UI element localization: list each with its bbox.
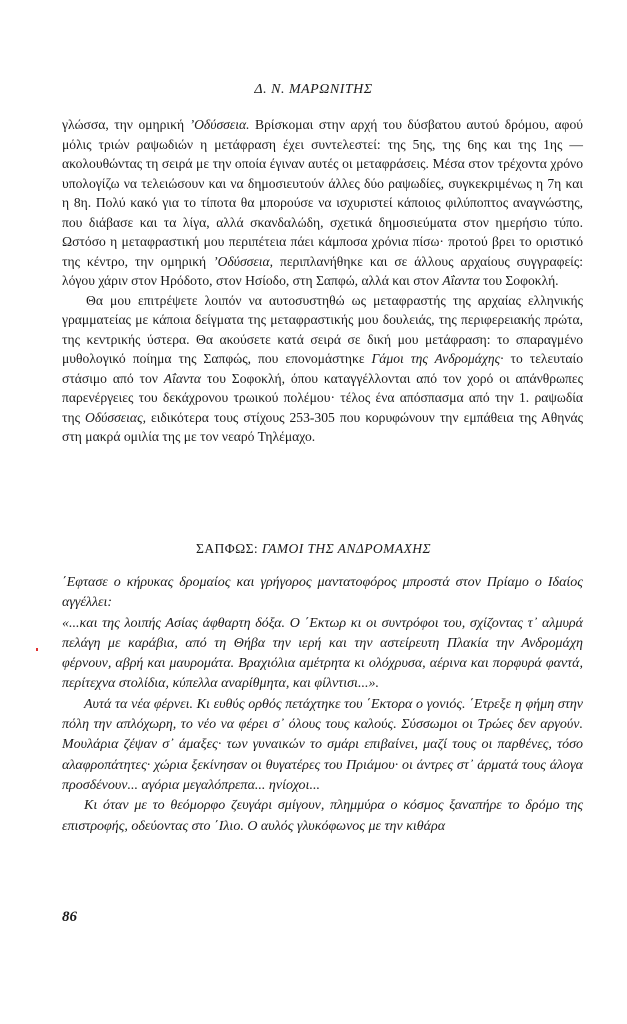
paragraph-2	[62, 291, 583, 447]
text-run: του Σοφοκλή.	[479, 273, 559, 288]
poem-stanza-1: ΄Εφτασε ο κήρυκας δρομαίος και γρήγορος μαντατοφόρος μπροστά στον Πρίαμο ο Ιδαίος αγγέλλει:	[62, 575, 583, 611]
italic-title: Γάμοι της Ανδρομάχης·	[371, 351, 504, 366]
italic-title: ’Οδύσσεια.	[189, 117, 250, 132]
poem-stanza-3: Αυτά τα νέα φέρνει. Κι ευθύς ορθός πετάχτηκε του ΄Εκτορα ο γονιός. ΄Ετρεξε η φήμη στην πόλη την απλόχωρη, το νέο να φέρει σ᾽ όλους τους καλούς. Σύσσωμοι οι Τρώες δεν αργούν. Μουλάρια ζέψαν σ᾽ άμαξες· των γυναικών το σμάρι επιβαίνει, μαζί τους οι παρθένες, τόσο αλαφροπάτητες· χώρια ξεκίνησαν οι θυγατέρες του Πριάμου· οι άντρες στ᾽ άρματά τους άλογα προσδένουν... αγόρια μεγαλόπρεπα... ηνίοχοι...	[62, 696, 583, 793]
text-run: Θα μου επιτρέψετε λοιπόν να αυτοσυστηθώ ως μεταφραστής της αρχαίας ελληνικής γραμματείας με κάποια δείγματα της μεταφραστικής μου δουλειάς, της περιφερειακής πρώτα, της κεντρικής ύστερα. Θα ακούσετε κατά σειρά σε δική μου μετάφραση: το σπαραγμένο μυθολογικό ποίημα της Σαπφώς, που επονομάστηκε	[62, 292, 583, 366]
poem-stanza-4: Κι όταν με το θεόμορφο ζευγάρι σμίγουν, πλημμύρα ο κόσμος ξαναπήρε το δρόμο της επιστροφής, οδεύοντας στο ΄Ιλιο. Ο αυλός γλυκόφωνος με την κιθάρα	[62, 798, 583, 834]
italic-title: ’Οδύσσεια,	[213, 253, 274, 269]
section-title	[0, 541, 627, 557]
section-title-author: ΣΑΠΦΩΣ:	[196, 541, 262, 556]
text-run: γλώσσα, την ομηρική	[62, 117, 190, 132]
page-number: 86	[62, 909, 77, 925]
margin-mark	[36, 648, 38, 651]
italic-title: Αΐαντα	[163, 370, 202, 386]
text-run: ειδικότερα τους στίχους 253-305 που κορυφώνουν την εμπάθεια της Αθηνάς στη μακρά ομιλία της με τον νεαρό Τηλέμαχο.	[62, 409, 583, 444]
text-run: το τελευταίο στάσιμο από τον	[62, 351, 584, 386]
body-text	[62, 115, 583, 447]
running-head: Δ. Ν. ΜΑΡΩΝΙΤΗΣ	[254, 82, 373, 97]
italic-title: Οδύσσειας,	[85, 409, 146, 425]
section-title-work: ΓΑΜΟΙ ΤΗΣ ΑΝΔΡΟΜΑΧΗΣ	[261, 541, 431, 556]
text-run: περιπλανήθηκε και σε άλλους αρχαίους συγγραφείς: λόγου χάριν στον Ηρόδοτο, στον Ησίοδο, στη Σαπφώ, αλλά και στον	[62, 253, 583, 288]
text-run: Βρίσκομαι στην αρχή του δύσβατου αυτού δρόμου, αφού μόλις τριών ραψωδιών η μετάφραση έχει συντελεστεί: της 5ης, της 6ης και της 1ης —ακολουθώντας τη σειρά με την οποία έγιναν αυτές οι μεταφράσεις. Μέσα στον τρέχοντα χρόνο υπολογίζω να τελειώσουν και να δημοσιευτούν άλλες δύο ραψωδίες, συγκεκριμένως η 7η και η 8η. Πολύ κακό για το τίποτα θα μπορούσε να ισχυριστεί κάποιος φιλύποπτος αναγνώστης, που διάβασε και τα λίγα, αλλά σκανδαλώδη, σχετικά δημοσιεύματα στον ημερήσιο τύπο. Ωστόσο η μεταφραστική μου περιπέτεια πάει κάμποσα χρόνια πίσω· προτού βρει το οριστικό της κέντρο, την ομηρική	[62, 117, 583, 269]
poem-translation	[62, 573, 583, 837]
poem-stanza-2: «...και της λοιπής Ασίας άφθαρτη δόξα. Ο ΄Εκτωρ κι οι συντρόφοι του, σχίζοντας τ᾽ αλμυρά πελάγη με καράβια, από τη Θήβα την ιερή και την αστείρευτη Πλακία την Ανδρομάχη φέρνουν, αβρή και μαυρομάτα. Βραχιόλια αμέτρητα κι ολόχρυσα, αέρινα και πορφυρά φαντά, περίτεχνα στολίδια, κύπελλα αναρίθμητα, και φίλντισι...».	[62, 615, 583, 692]
italic-title: Αΐαντα	[442, 273, 480, 288]
paragraph-1	[62, 115, 583, 291]
text-run: του Σοφοκλή, όπου καταγγέλλονται από τον χορό οι απάνθρωπες παρενέργειες του δεκάχρονου τρωικού πολέμου· τέλος ένα απόσπασμα από την 1. ραψωδία της	[62, 370, 583, 425]
